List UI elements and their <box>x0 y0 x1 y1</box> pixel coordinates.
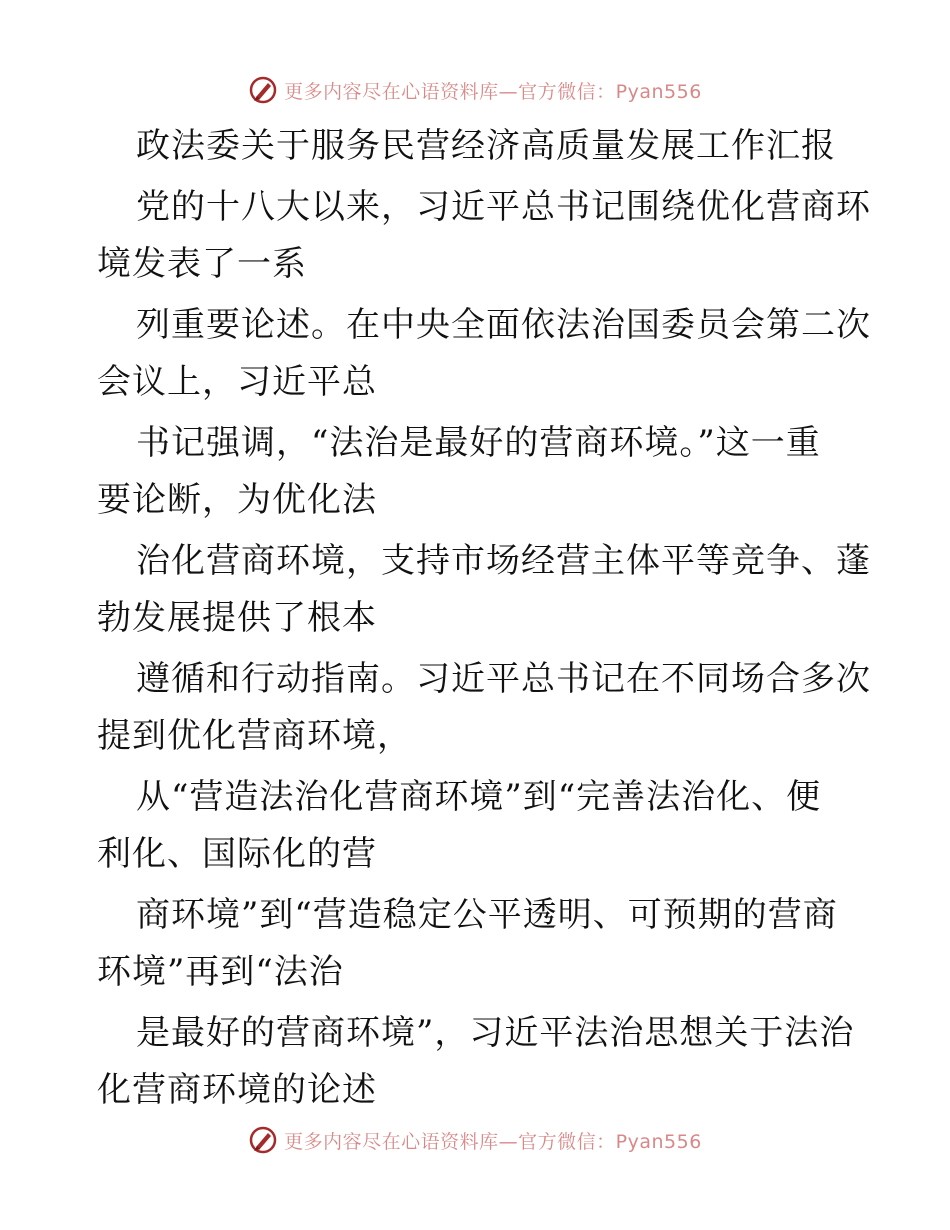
text-line: 要论断，为优化法 <box>97 480 377 520</box>
text-line: 治化营商环境，支持市场经营主体平等竞争、蓬 <box>136 541 871 581</box>
watermark-banner-top <box>0 70 950 110</box>
watermark-text: 更多内容尽在心语资料库—官方微信：Pyan556 <box>284 80 702 103</box>
text-line: 提到优化营商环境， <box>97 716 412 756</box>
watermark-text: 更多内容尽在心语资料库—官方微信：Pyan556 <box>284 1130 702 1153</box>
text-line: 环境”再到“法治 <box>97 952 344 992</box>
text-line: 化营商环境的论述 <box>97 1070 377 1110</box>
text-line: 从“营造法治化营商环境”到“完善法治化、便 <box>136 777 822 817</box>
text-line: 利化、国际化的营 <box>97 834 377 874</box>
text-line: 境发表了一系 <box>97 244 307 284</box>
text-line: 勃发展提供了根本 <box>97 598 377 638</box>
text-line: 列重要论述。在中央全面依法治国委员会第二次 <box>136 305 871 345</box>
text-line: 会议上，习近平总 <box>97 362 377 402</box>
text-line: 书记强调，“法治是最好的营商环境。”这一重 <box>136 423 821 463</box>
watermark-banner-bottom <box>0 1120 950 1160</box>
text-line: 是最好的营商环境”，习近平法治思想关于法治 <box>136 1013 855 1053</box>
text-line: 遵循和行动指南。习近平总书记在不同场合多次 <box>136 659 871 699</box>
document-title: 政法委关于服务民营经济高质量发展工作汇报 <box>136 126 836 166</box>
text-line: 党的十八大以来，习近平总书记围绕优化营商环 <box>136 187 871 227</box>
pen-logo-icon <box>248 75 278 105</box>
text-line: 商环境”到“营造稳定公平透明、可预期的营商 <box>136 895 838 935</box>
pen-logo-icon <box>248 1125 278 1155</box>
